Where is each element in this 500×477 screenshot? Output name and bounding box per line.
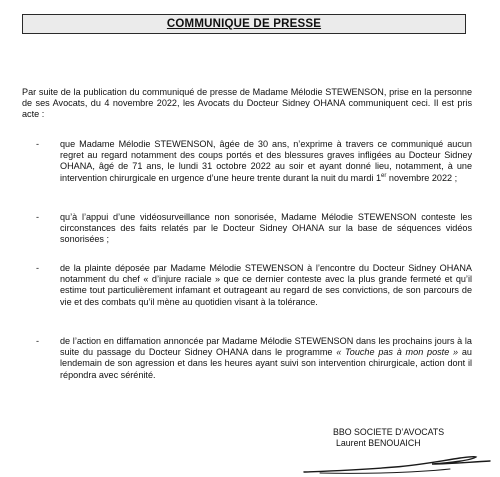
bullet-text: de la plainte déposée par Madame Mélodie STEWENSON à l’encontre du Docteur Sidney OHANA notamment du chef « d’injure raciale » que ce dernier conteste avec la plus grande fermeté et qu’il estime tout particulièrement infamant et outrageant au regard de ses convictions, de son parcours de vie et des combats qu’il mène au quotidien visant à la tolérance. — [60, 263, 472, 307]
bullet-dash: - — [36, 336, 40, 346]
bullet-text-part: que Madame Mélodie STEWENSON, âgée de 30 ans, n’exprime à travers ce communiqué aucun regret au regard notamment des coups portés et des blessures graves infligées au Docteur Sidney OHANA, âgé de 71 ans, le lundi 31 octobre 2022 au soir et ayant donné lieu, notamment, à une intervention chirurgicale en urgence d’une heure trente durant la nuit du mardi 1 — [60, 139, 472, 183]
program-title: « Touche pas à mon poste » — [336, 347, 459, 358]
signature-block — [333, 427, 493, 449]
bullet-text: qu’à l’appui d’une vidéosurveillance non sonorisée, Madame Mélodie STEWENSON conteste les circonstances des faits relatés par le Docteur Sidney OHANA sur la base de séquences vidéos sonorisées ; — [60, 212, 472, 245]
bullet-dash: - — [36, 212, 40, 222]
handwritten-signature-icon — [300, 452, 496, 476]
bullet-text-part: de l’action en diffamation annoncée par Madame Mélodie STEWENSON dans les prochains jours à la suite du passage du Docteur Sidney OHANA dans le programme — [60, 336, 472, 358]
signatory-name: Laurent BENOUAICH — [336, 438, 421, 448]
bullet-text-part: au lendemain de son agression et dans les heures ayant suivi son intervention chirurgicale, action dont il répondra avec sérénité. — [60, 347, 472, 380]
law-firm-name: BBO SOCIETE D’AVOCATS — [333, 427, 445, 437]
bullet-text — [60, 336, 472, 381]
intro-paragraph: Par suite de la publication du communiqué de presse de Madame Mélodie STEWENSON, prise en la personne de ses Avocats, du 4 novembre 2022, les Avocats du Docteur Sidney OHANA communiquent ceci. Il est pris acte : — [22, 87, 472, 120]
bullet-dash: - — [36, 263, 40, 273]
bullet-text — [60, 139, 472, 184]
title-box — [22, 14, 466, 34]
bullet-text-part: novembre 2022 ; — [386, 172, 458, 183]
bullet-dash: - — [36, 139, 40, 149]
superscript: er — [381, 172, 387, 179]
page-title: COMMUNIQUE DE PRESSE — [166, 18, 322, 30]
